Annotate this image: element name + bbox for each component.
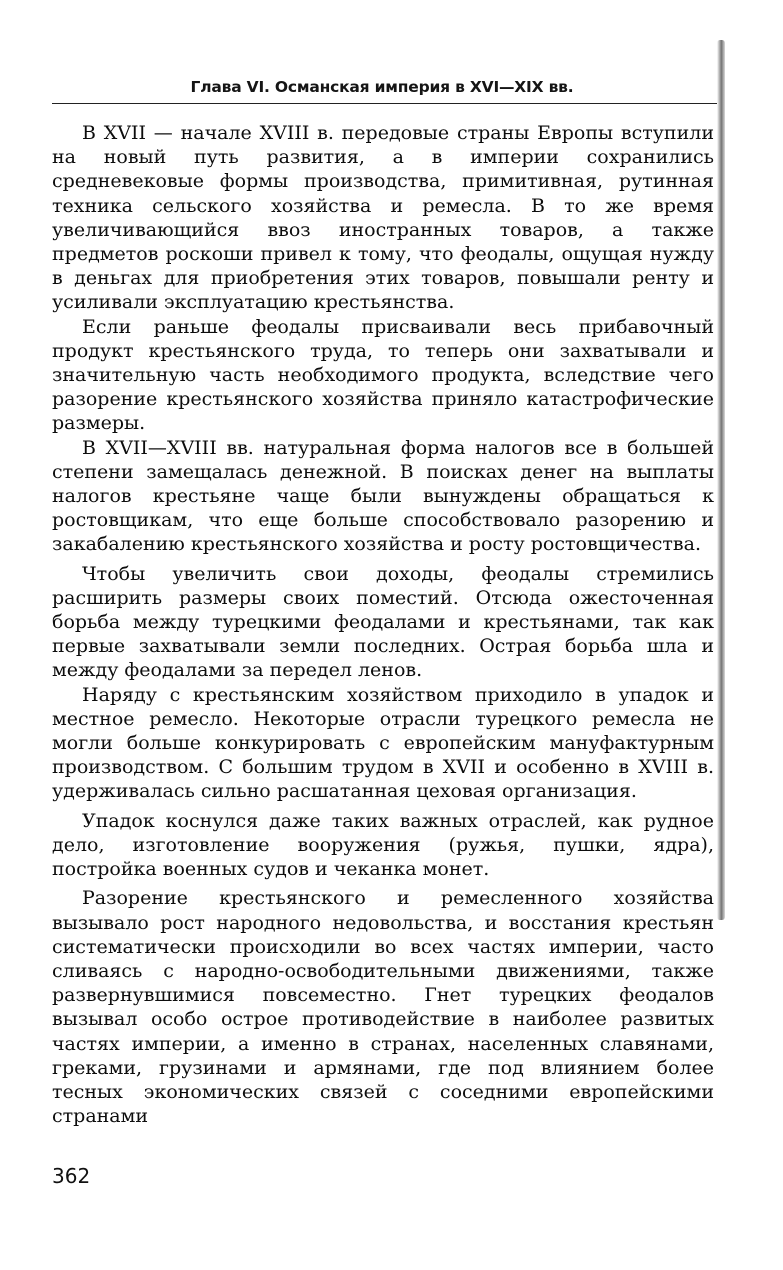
binding-shadow xyxy=(717,40,725,920)
header-rule xyxy=(52,103,717,104)
paragraph: В XVII — начале XVIII в. передовые страны Европы вступили на новый путь развития, а в империи сохранились средневековые формы производства, примитивная, рутинная техника сельского хозяйства и ремесла. В то же время увеличивающийся ввоз иностранных товаров, а также предметов роскоши привел к тому, что феодалы, ощущая нужду в деньгах для приобретения этих товаров, повышали ренту и усиливали эксплуатацию крестьянства. xyxy=(52,122,714,314)
page-number: 362 xyxy=(52,1164,91,1188)
paragraph: Наряду с крестьянским хозяйством приходило в упадок и местное ремесло. Некоторые отрасли турецкого ремесла не могли больше конкурировать с европейским мануфактурным производством. С большим трудом в XVII и особенно в XVIII в. удерживалась сильно расшатанная цеховая организация. xyxy=(52,683,714,803)
paragraph: В XVII—XVIII вв. натуральная форма налогов все в большей степени замещалась денежной. В поисках денег на выплаты налогов крестьяне чаще были вынуждены обращаться к ростовщикам, что еще больше способствовало разорению и закабалению крестьянского хозяйства и росту ростовщичества. xyxy=(52,436,714,556)
paragraph: Упадок коснулся даже таких важных отраслей, как рудное дело, изготовление вооружения (ружья, пушки, ядра), постройка военных судов и чеканка монет. xyxy=(52,809,714,881)
paragraph: Если раньше феодалы присваивали весь прибавочный продукт крестьянского труда, то теперь они захватывали и значительную часть необходимого продукта, вследствие чего разорение крестьянского хозяйства приняло катастрофические размеры. xyxy=(52,315,714,435)
paragraph: Чтобы увеличить свои доходы, феодалы стремились расширить размеры своих поместий. Отсюда ожесточенная борьба между турецкими феодалами и крестьянами, так как первые захватывали земли последних. Острая борьба шла и между феодалами за передел ленов. xyxy=(52,562,714,682)
running-head: Глава VI. Османская империя в XVI—XIX вв. xyxy=(190,78,574,96)
paragraph: Разорение крестьянского и ремесленного хозяйства вызывало рост народного недовольства, и восстания крестьян систематически происходили во всех частях империи, часто сливаясь с народно-освободительными движениями, также развернувшимися повсеместно. Гнет турецких феодалов вызывал особо острое противодействие в наиболее развитых частях империи, а именно в странах, населенных славянами, греками, грузинами и армянами, где под влиянием более тесных экономических связей с соседними европейскими странами xyxy=(52,887,714,1128)
body-text xyxy=(52,121,714,1128)
